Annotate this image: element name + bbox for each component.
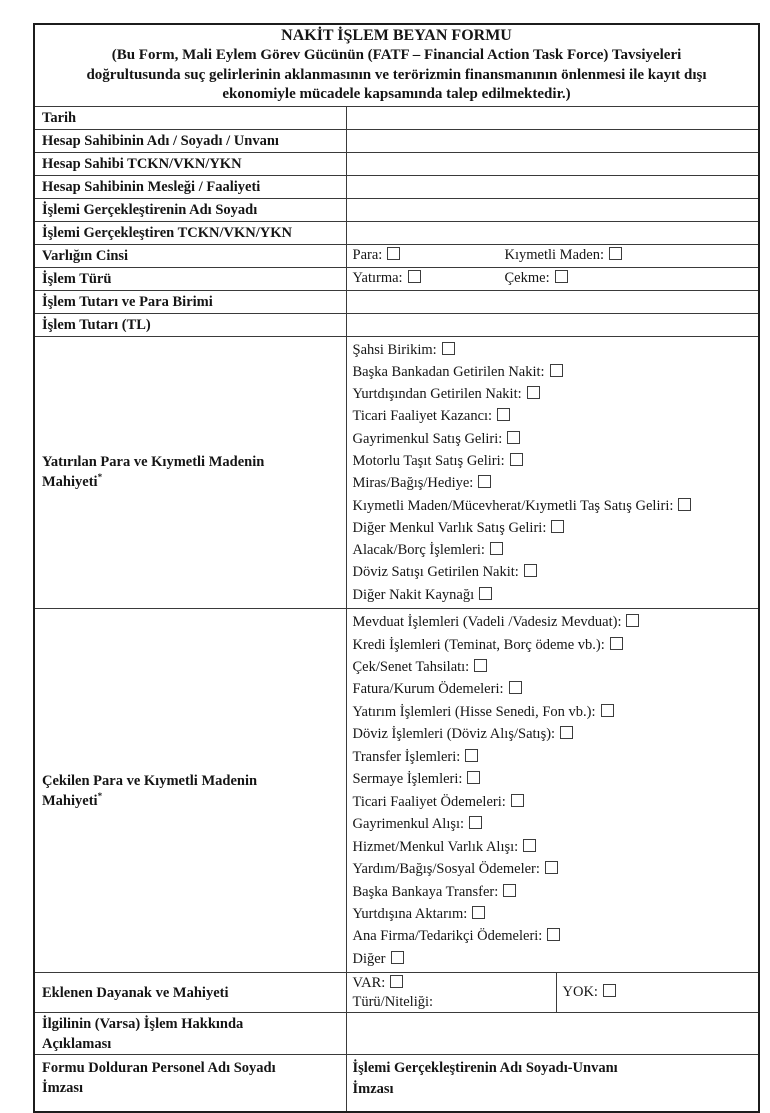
checkbox-yatirma[interactable]: [408, 270, 421, 283]
field-value-islemi-adi[interactable]: [346, 198, 759, 221]
option-label: Mevduat İşlemleri (Vadeli /Vadesiz Mevduat):: [352, 614, 622, 631]
checkbox-option: [353, 472, 753, 494]
form-subtitle-line-1: (Bu Form, Mali Eylem Görev Gücünün (FATF – Financial Action Task Force) Tavsiyeleri: [111, 47, 682, 63]
option-label: VAR:: [352, 974, 386, 991]
field-label-islemi-tckn: İşlemi Gerçekleştiren TCKN/VKN/YKN: [34, 221, 346, 244]
row-varlik-cinsi: [34, 244, 759, 267]
field-label-hesap-adi: Hesap Sahibinin Adı / Soyadı / Unvanı: [34, 129, 346, 152]
row-deposit-section: [34, 336, 759, 609]
checkbox-option: [353, 813, 753, 835]
checkbox[interactable]: [527, 386, 540, 399]
form-header: [34, 24, 759, 106]
option-label: Döviz İşlemleri (Döviz Alış/Satış):: [352, 726, 556, 743]
checkbox-option: [353, 948, 753, 970]
option-label: Yardım/Bağış/Sosyal Ödemeler:: [352, 861, 540, 878]
checkbox[interactable]: [551, 520, 564, 533]
option-label: Para:: [352, 247, 383, 263]
deposit-options: [346, 336, 759, 609]
option-label: Ana Firma/Tedarikçi Ödemeleri:: [352, 928, 543, 945]
option-label: Kredi İşlemleri (Teminat, Borç ödeme vb.):: [352, 636, 605, 653]
checkbox-option-var: [353, 974, 550, 993]
checkbox-option: [353, 903, 753, 925]
checkbox-option: [353, 925, 753, 947]
row-hesap-adi: [34, 129, 759, 152]
checkbox-option: [353, 495, 753, 517]
checkbox[interactable]: [472, 906, 485, 919]
signature-right-line-2: İmzası: [352, 1081, 394, 1098]
field-value-hesap-meslek[interactable]: [346, 175, 759, 198]
checkbox-option: [353, 517, 753, 539]
form-subtitle-line-2: doğrultusunda suç gelirlerinin aklanmasının ve terörizmin finansmanının önlenmesi ile kayıt dışı: [86, 66, 707, 83]
checkbox-option: [353, 678, 753, 700]
attachment-yok-cell: [556, 973, 759, 1013]
option-label: Sermaye İşlemleri:: [352, 771, 463, 788]
checkbox[interactable]: [678, 498, 691, 511]
option-label: Şahsi Birikim:: [352, 341, 437, 358]
checkbox[interactable]: [610, 637, 623, 650]
checkbox-yok[interactable]: [603, 984, 616, 997]
option-label: Çekme:: [504, 270, 550, 286]
row-tarih: [34, 106, 759, 129]
withdraw-label-text: Mahiyeti: [42, 792, 98, 809]
withdraw-section-label: [34, 609, 346, 973]
option-label: Diğer Nakit Kaynağı: [352, 586, 475, 603]
field-label-hesap-meslek: Hesap Sahibinin Mesleği / Faaliyeti: [34, 175, 346, 198]
checkbox[interactable]: [547, 928, 560, 941]
option-label: Hizmet/Menkul Varlık Alışı:: [352, 838, 519, 855]
option-label: Yatırım İşlemleri (Hisse Senedi, Fon vb.):: [352, 703, 596, 720]
option-label: Döviz Satışı Getirilen Nakit:: [352, 564, 519, 581]
withdraw-label-line-1: Çekilen Para ve Kıymetli Madenin: [42, 772, 258, 789]
signature-left-cell: [34, 1055, 346, 1112]
field-label-attachment: Eklenen Dayanak ve Mahiyeti: [34, 973, 346, 1013]
checkbox-cekme[interactable]: [555, 270, 568, 283]
row-tutar-tl: [34, 313, 759, 336]
row-islemi-tckn: [34, 221, 759, 244]
option-label: Ticari Faaliyet Ödemeleri:: [352, 793, 506, 810]
checkbox-option: [353, 634, 753, 656]
footnote-marker: *: [97, 790, 103, 801]
option-label: Ticari Faaliyet Kazancı:: [352, 408, 493, 425]
checkbox[interactable]: [497, 408, 510, 421]
deposit-label-text: Mahiyeti: [42, 474, 98, 491]
checkbox-option: [353, 561, 753, 583]
checkbox-option: [353, 768, 753, 790]
checkbox-option-kiymetli-maden: [505, 247, 622, 263]
deposit-label-line-2: [42, 472, 340, 492]
checkbox[interactable]: [474, 659, 487, 672]
checkbox-option: [353, 428, 753, 450]
option-label: Gayrimenkul Alışı:: [352, 816, 465, 833]
checkbox-var[interactable]: [390, 975, 403, 988]
checkbox-option: [353, 539, 753, 561]
option-label: Alacak/Borç İşlemleri:: [352, 542, 485, 559]
withdraw-options: [346, 609, 759, 973]
checkbox[interactable]: [510, 453, 523, 466]
row-hesap-tckn: [34, 152, 759, 175]
field-label-explanation: [34, 1013, 346, 1055]
checkbox[interactable]: [469, 816, 482, 829]
checkbox[interactable]: [601, 704, 614, 717]
option-label: YOK:: [562, 984, 598, 1001]
field-label-islem-turu: İşlem Türü: [34, 267, 346, 290]
option-label: Yurtdışından Getirilen Nakit:: [352, 386, 522, 403]
row-tutar-birim: [34, 290, 759, 313]
checkbox-option: [353, 701, 753, 723]
checkbox[interactable]: [503, 884, 516, 897]
footnote-marker: *: [97, 472, 103, 483]
option-label: Motorlu Taşıt Satış Geliri:: [352, 452, 505, 469]
row-explanation: [34, 1013, 759, 1055]
checkbox[interactable]: [442, 342, 455, 355]
checkbox-para[interactable]: [387, 247, 400, 260]
row-signatures: [34, 1055, 759, 1112]
option-label: Başka Bankaya Transfer:: [352, 883, 499, 900]
cash-transaction-declaration-form: [33, 23, 760, 1113]
checkbox[interactable]: [465, 749, 478, 762]
field-value-islemi-tckn[interactable]: [346, 221, 759, 244]
checkbox-option-yok: [563, 984, 616, 1000]
checkbox-option: [353, 383, 753, 405]
option-label: Miras/Bağış/Hediye:: [352, 475, 474, 492]
option-label: Çek/Senet Tahsilatı:: [352, 658, 470, 675]
checkbox[interactable]: [626, 614, 639, 627]
field-value-tarih[interactable]: [346, 106, 759, 129]
form-title: NAKİT İŞLEM BEYAN FORMU: [281, 27, 512, 44]
explanation-label-line-2: Açıklaması: [42, 1035, 112, 1052]
checkbox-option: [353, 584, 753, 606]
field-value-hesap-tckn[interactable]: [346, 152, 759, 175]
attachment-type-label: Türü/Niteliği:: [352, 993, 434, 1010]
option-label: Diğer Menkul Varlık Satış Geliri:: [352, 519, 547, 536]
checkbox[interactable]: [467, 771, 480, 784]
option-label: Kıymetli Maden/Mücevherat/Kıymetli Taş Satış Geliri:: [352, 497, 674, 514]
option-label: Kıymetli Maden:: [504, 247, 604, 263]
checkbox-option: [353, 836, 753, 858]
field-label-islemi-adi: İşlemi Gerçekleştirenin Adı Soyadı: [34, 198, 346, 221]
header-row: [34, 24, 759, 106]
option-label: Yurtdışına Aktarım:: [352, 905, 468, 922]
field-value-tutar-tl[interactable]: [346, 313, 759, 336]
checkbox-option: [353, 723, 753, 745]
checkbox-option: [353, 858, 753, 880]
withdraw-label-line-2: [42, 791, 340, 811]
deposit-section-label: [34, 336, 346, 609]
option-label: Başka Bankadan Getirilen Nakit:: [352, 363, 545, 380]
checkbox-option-yatirma: [353, 270, 505, 287]
signature-left-line-1: Formu Dolduran Personel Adı Soyadı: [42, 1060, 276, 1077]
option-label: Yatırma:: [352, 270, 403, 286]
option-label: Fatura/Kurum Ödemeleri:: [352, 681, 504, 698]
option-label: Gayrimenkul Satış Geliri:: [352, 430, 503, 447]
deposit-label-line-1: Yatırılan Para ve Kıymetli Madenin: [42, 454, 265, 471]
checkbox-option: [353, 405, 753, 427]
signature-left-line-2: İmzası: [42, 1080, 84, 1097]
checkbox-option-para: [353, 247, 505, 264]
field-label-tutar-birim: İşlem Tutarı ve Para Birimi: [34, 290, 346, 313]
varlik-cinsi-options: [346, 244, 759, 267]
checkbox[interactable]: [478, 475, 491, 488]
form-subtitle-line-3: ekonomiyle mücadele kapsamında talep edilmektedir.): [222, 86, 571, 102]
checkbox[interactable]: [524, 564, 537, 577]
checkbox[interactable]: [523, 839, 536, 852]
islem-turu-options: [346, 267, 759, 290]
row-islemi-adi: [34, 198, 759, 221]
field-value-hesap-adi[interactable]: [346, 129, 759, 152]
signature-right-line-1: İşlemi Gerçekleştirenin Adı Soyadı-Unvanı: [352, 1060, 618, 1077]
option-label: Transfer İşlemleri:: [352, 748, 461, 765]
checkbox-option: [353, 746, 753, 768]
checkbox[interactable]: [560, 726, 573, 739]
checkbox[interactable]: [479, 587, 492, 600]
checkbox-option: [353, 361, 753, 383]
field-label-varlik-cinsi: Varlığın Cinsi: [34, 244, 346, 267]
row-withdraw-section: [34, 609, 759, 973]
row-hesap-meslek: [34, 175, 759, 198]
row-islem-turu: [34, 267, 759, 290]
checkbox-option: [353, 656, 753, 678]
checkbox[interactable]: [550, 364, 563, 377]
checkbox-kiymetli-maden[interactable]: [609, 247, 622, 260]
checkbox[interactable]: [507, 431, 520, 444]
option-label: Diğer: [352, 950, 386, 967]
checkbox-option-cekme: [505, 270, 568, 286]
checkbox-option: [353, 339, 753, 361]
checkbox[interactable]: [511, 794, 524, 807]
field-value-explanation[interactable]: [346, 1013, 759, 1055]
checkbox-option: [353, 881, 753, 903]
field-label-tarih: Tarih: [34, 106, 346, 129]
checkbox-option: [353, 791, 753, 813]
checkbox[interactable]: [509, 681, 522, 694]
field-label-tutar-tl: İşlem Tutarı (TL): [34, 313, 346, 336]
checkbox[interactable]: [545, 861, 558, 874]
field-label-hesap-tckn: Hesap Sahibi TCKN/VKN/YKN: [34, 152, 346, 175]
checkbox[interactable]: [391, 951, 404, 964]
row-attachment: [34, 973, 759, 1013]
explanation-label-line-1: İlgilinin (Varsa) İşlem Hakkında: [42, 1015, 244, 1032]
checkbox-option: [353, 611, 753, 633]
checkbox[interactable]: [490, 542, 503, 555]
field-value-tutar-birim[interactable]: [346, 290, 759, 313]
checkbox-option: [353, 450, 753, 472]
attachment-var-cell: [346, 973, 556, 1013]
signature-right-cell: [346, 1055, 759, 1112]
